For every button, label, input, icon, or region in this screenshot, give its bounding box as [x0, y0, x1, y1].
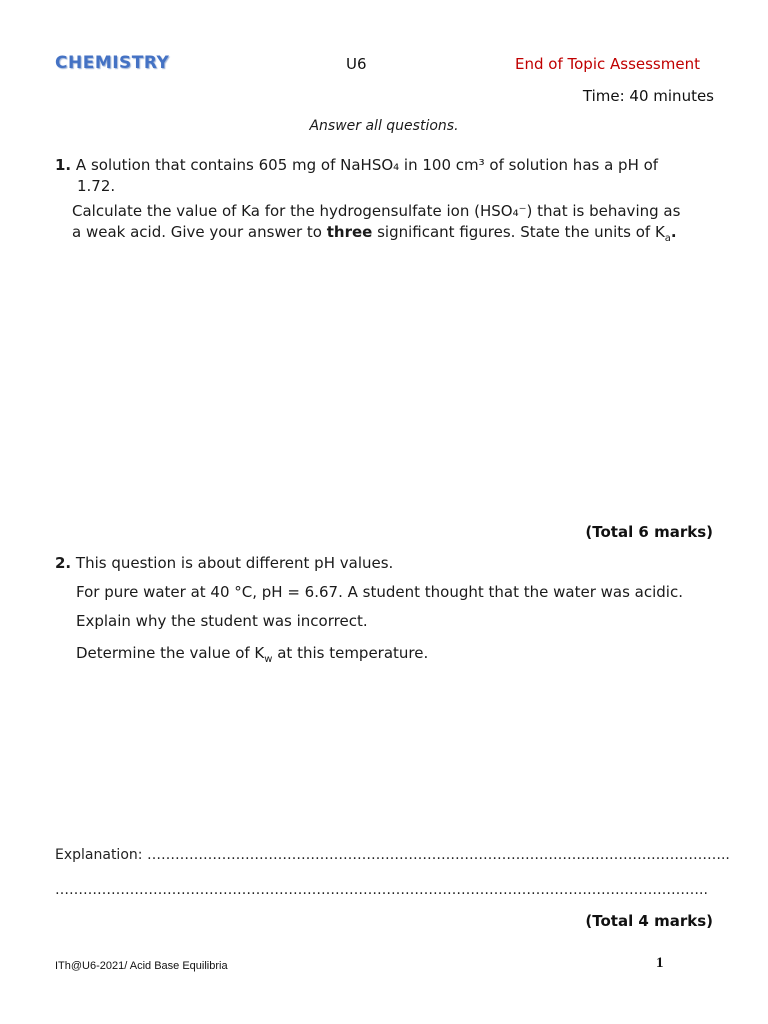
subscript: w	[264, 654, 273, 665]
question-2-marks: (Total 4 marks)	[585, 912, 713, 930]
task-text: a weak acid. Give your answer to	[72, 223, 322, 241]
explanation-label: Explanation:	[55, 847, 143, 863]
task-line-1: Calculate the value of Ka for the hydrogensulfate ion (HSO₄⁻) that is behaving as	[72, 202, 681, 220]
task-text: Determine the value of K	[76, 644, 265, 662]
emphasis-text: three	[326, 223, 373, 241]
explanation-line[interactable]	[55, 847, 730, 863]
subscript: a	[664, 233, 671, 244]
question-number: 1.	[55, 156, 72, 174]
answer-dots: ……………………………………………………………………………………………………………..	[146, 847, 730, 863]
task-text: at this temperature.	[277, 644, 429, 662]
question-2-intro: This question is about different pH values.	[75, 554, 394, 572]
footer-reference: ITh@U6-2021/ Acid Base Equilibria	[55, 960, 228, 972]
question-number: 2.	[55, 554, 72, 572]
period: .	[670, 223, 677, 241]
time-allowed: Time: 40 minutes	[582, 87, 714, 105]
task-text: significant figures. State the units of K	[377, 223, 665, 241]
question-2-line-3	[76, 643, 428, 670]
page-number: 1	[656, 955, 664, 971]
question-2	[55, 553, 715, 574]
unit-label: U6	[346, 55, 367, 73]
answer-line[interactable]: …………………………………………………………………………………………………………………………..	[55, 882, 708, 898]
question-1-text-cont: 1.72.	[77, 177, 116, 195]
instructions: Answer all questions.	[309, 118, 459, 134]
question-2-line-1: For pure water at 40 °C, pH = 6.67. A student thought that the water was acidic.	[76, 583, 683, 601]
question-2-line-2: Explain why the student was incorrect.	[76, 612, 368, 630]
assessment-title: End of Topic Assessment	[515, 55, 700, 73]
question-1-text: A solution that contains 605 mg of NaHSO₄ in 100 cm³ of solution has a pH of	[75, 156, 659, 174]
question-1-task	[72, 201, 722, 249]
question-1-marks: (Total 6 marks)	[585, 523, 713, 541]
subject-title: CHEMISTRY	[55, 53, 170, 73]
question-1	[55, 155, 715, 197]
task-line-2	[72, 222, 722, 249]
